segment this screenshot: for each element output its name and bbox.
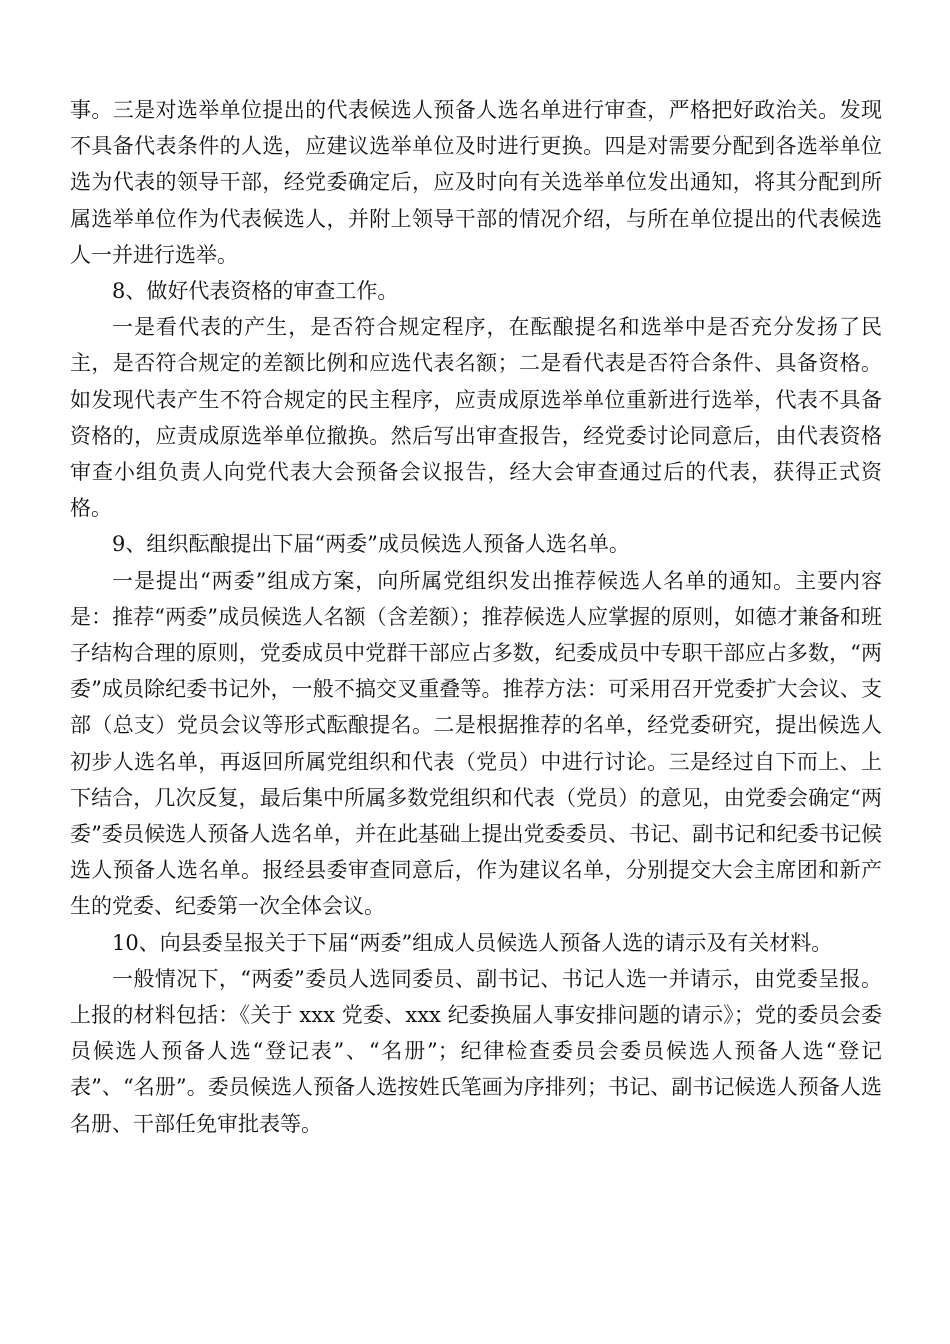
section-heading-10: 10、向县委呈报关于下届“两委”组成人员候选人预备人选的请示及有关材料。	[112, 930, 833, 955]
paragraph-section-9: 一是提出“两委”组成方案，向所属党组织发出推荐候选人名单的通知。主要内容是：推荐“两委”成员候选人名额（含差额）；推荐候选人应掌握的原则，如德才兼备和班子结构合理的原则，党委成员中党群干部应占多数，纪委成员中专职干部应占多数，“两委”成员除纪委书记外，一般不搞交叉重叠等。推荐方法：可采用召开党委扩大会议、支部（总支）党员会议等形式酝酿提名。二是根据推荐的名单，经党委研究，提出候选人初步人选名单，再返回所属党组织和代表（党员）中进行讨论。三是经过自下而上、上下结合，几次反复，最后集中所属多数党组织和代表（党员）的意见，由党委会确定“两委”委员候选人预备人选名单，并在此基础上提出党委委员、书记、副书记和纪委书记候选人预备人选名单。报经县委审查同意后，作为建议名单，分别提交大会主席团和新产生的党委、纪委第一次全体会议。	[70, 568, 882, 919]
paragraph-section-10: 一般情况下，“两委”委员人选同委员、副书记、书记人选一并请示，由党委呈报。上报的材料包括：《关于 xxx 党委、xxx 纪委换届人事安排问题的请示》；党的委员会委员候选人预备人选“登记表”、“名册”；纪律检查委员会委员候选人预备人选“登记表”、“名册”。委员候选人预备人选按姓氏笔画为序排列；书记、副书记候选人预备人选名册、干部任免审批表等。	[70, 966, 882, 1136]
section-heading-9: 9、组织酝酿提出下届“两委”成员候选人预备人选名单。	[112, 532, 630, 557]
document-body	[70, 92, 882, 1142]
paragraph-continuation: 事。三是对选举单位提出的代表候选人预备人选名单进行审查，严格把好政治关。发现不具备代表条件的人选，应建议选举单位及时进行更换。四是对需要分配到各选举单位选为代表的领导干部，经党委确定后，应及时向有关选举单位发出通知，将其分配到所属选举单位作为代表候选人，并附上领导干部的情况介绍，与所在单位提出的代表候选人一并进行选举。	[70, 98, 882, 267]
paragraph-section-8: 一是看代表的产生，是否符合规定程序，在酝酿提名和选举中是否充分发扬了民主，是否符合规定的差额比例和应选代表名额；二是看代表是否符合条件、具备资格。如发现代表产生不符合规定的民主程序，应责成原选举单位重新进行选举，代表不具备资格的，应责成原选举单位撤换。然后写出审查报告，经党委讨论同意后，由代表资格审查小组负责人向党代表大会预备会议报告，经大会审查通过后的代表，获得正式资格。	[70, 315, 882, 521]
section-heading-8: 8、做好代表资格的审查工作。	[112, 279, 399, 304]
